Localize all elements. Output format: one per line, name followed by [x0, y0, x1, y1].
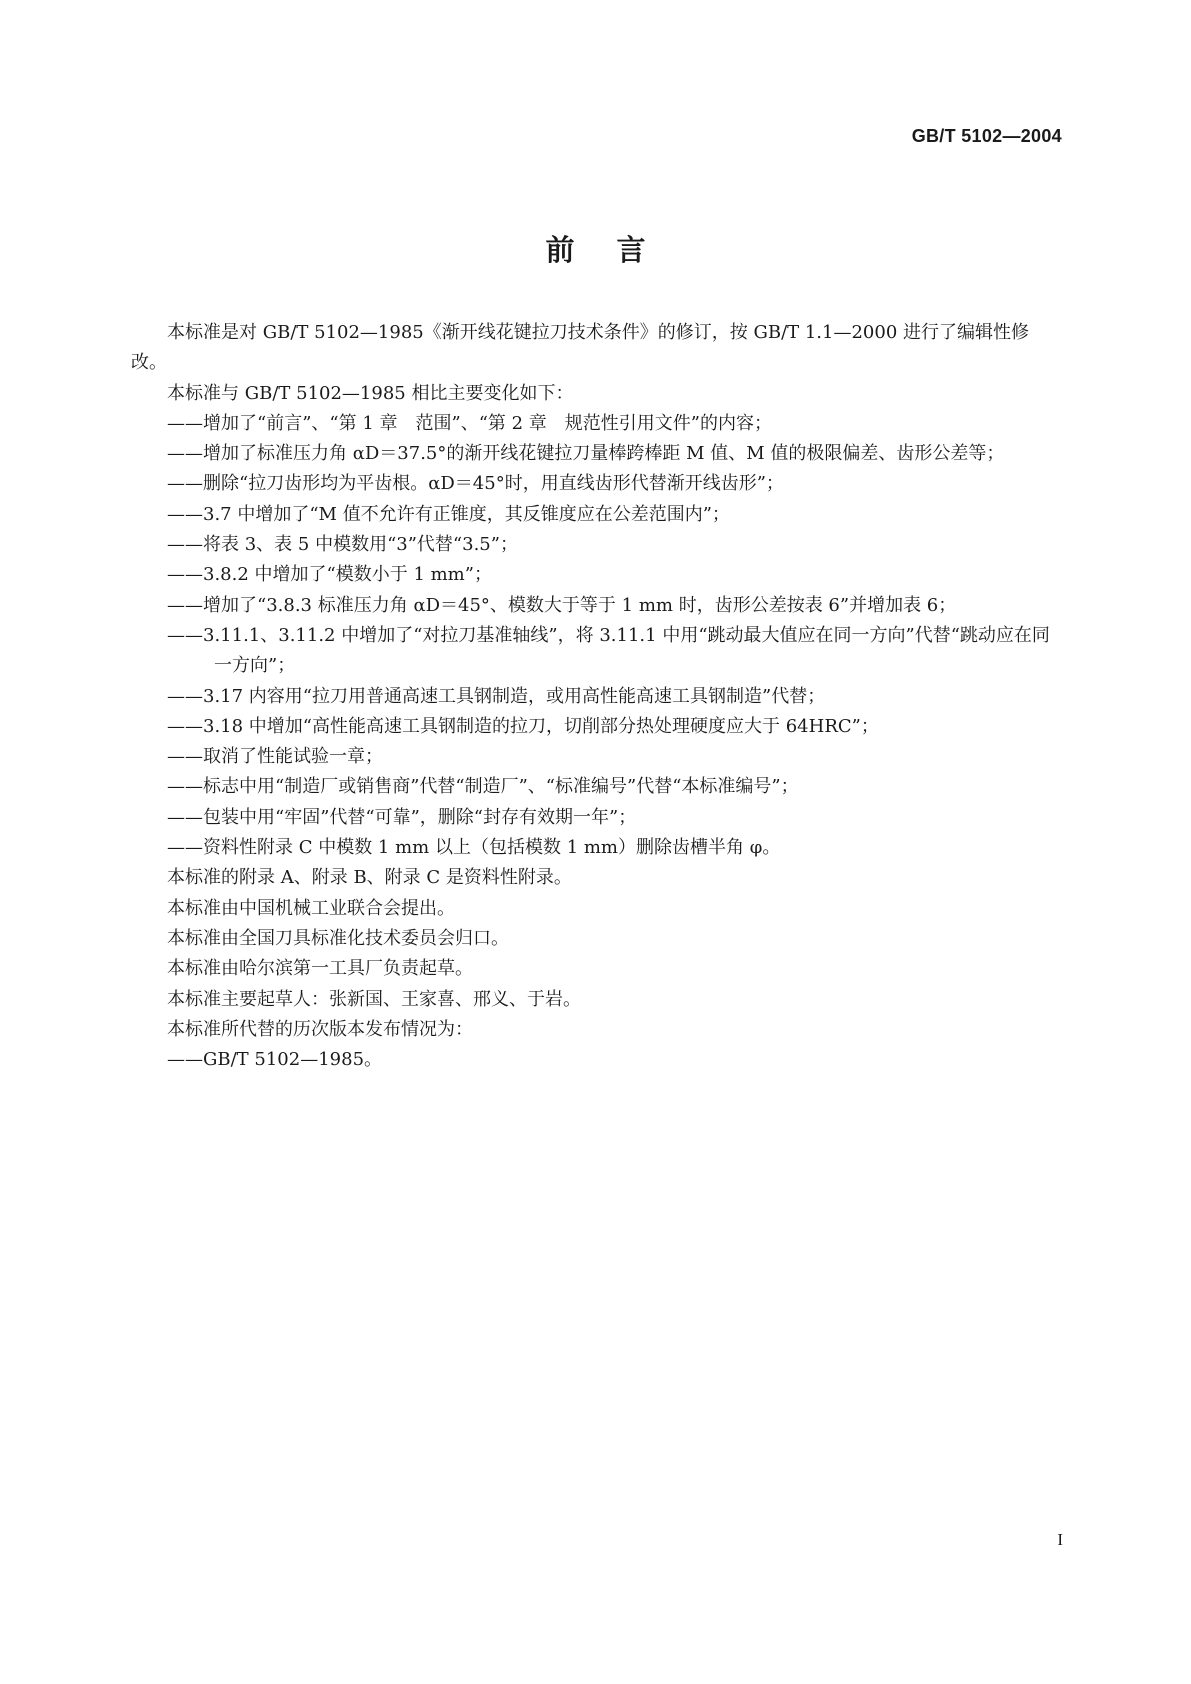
change-item: ——3.7 中增加了“M 值不允许有正锥度，其反锥度应在公差范围内”； — [167, 503, 730, 525]
history-item: ——GB/T 5102—1985。 — [167, 1049, 383, 1071]
change-item: ——3.17 内容用“拉刀用普通高速工具钢制造，或用高性能高速工具钢制造”代替； — [167, 685, 826, 707]
closing-paragraph: 本标准主要起草人：张新国、王家喜、邢义、于岩。 — [167, 988, 581, 1010]
document-body — [131, 318, 1061, 1075]
change-item: ——删除“拉刀齿形均为平齿根。αD＝45°时，用直线齿形代替渐开线齿形”； — [167, 473, 784, 495]
change-item: ——3.11.1、3.11.2 中增加了“对拉刀基准轴线”，将 3.11.1 中用“跳动最大值应在同一方向”代替“跳动应在同一方向”； — [167, 624, 1050, 677]
closing-paragraph: 本标准由全国刀具标准化技术委员会归口。 — [167, 927, 509, 949]
standard-code: GB/T 5102—2004 — [911, 126, 1062, 146]
intro-paragraph: 本标准是对 GB/T 5102—1985《渐开线花键拉刀技术条件》的修订，按 GB/T 1.1—2000 进行了编辑性修改。 — [131, 322, 1030, 374]
change-item: ——增加了“3.8.3 标准压力角 αD＝45°、模数大于等于 1 mm 时，齿形公差按表 6”并增加表 6； — [167, 594, 957, 616]
change-list — [131, 409, 1061, 863]
closing-paragraph: 本标准由中国机械工业联合会提出。 — [167, 897, 455, 919]
change-item: ——资料性附录 C 中模数 1 mm 以上（包括模数 1 mm）删除齿槽半角 φ。 — [167, 837, 781, 859]
change-item: ——将表 3、表 5 中模数用“3”代替“3.5”； — [167, 534, 518, 556]
page-number: I — [1057, 1530, 1063, 1549]
change-item: ——增加了“前言”、“第 1 章 范围”、“第 2 章 规范性引用文件”的内容； — [167, 412, 773, 434]
change-item: ——增加了标准压力角 αD＝37.5°的渐开线花键拉刀量棒跨棒距 M 值、M 值的极限偏差、齿形公差等； — [167, 443, 1005, 465]
change-item: ——3.8.2 中增加了“模数小于 1 mm”； — [167, 564, 492, 586]
closing-paragraph: 本标准的附录 A、附录 B、附录 C 是资料性附录。 — [167, 867, 572, 889]
page-title: 前言 — [545, 233, 688, 267]
closing-paragraph: 本标准所代替的历次版本发布情况为： — [167, 1018, 473, 1040]
change-item: ——取消了性能试验一章； — [167, 746, 383, 768]
change-item: ——3.18 中增加“高性能高速工具钢制造的拉刀，切削部分热处理硬度应大于 64HRC”； — [167, 715, 879, 737]
closing-paragraph: 本标准由哈尔滨第一工具厂负责起草。 — [167, 958, 473, 980]
change-item: ——标志中用“制造厂或销售商”代替“制造厂”、“标准编号”代替“本标准编号”； — [167, 776, 799, 798]
intro-paragraph: 本标准与 GB/T 5102—1985 相比主要变化如下： — [167, 382, 574, 404]
change-item: ——包装中用“牢固”代替“可靠”，删除“封存有效期一年”； — [167, 806, 637, 828]
